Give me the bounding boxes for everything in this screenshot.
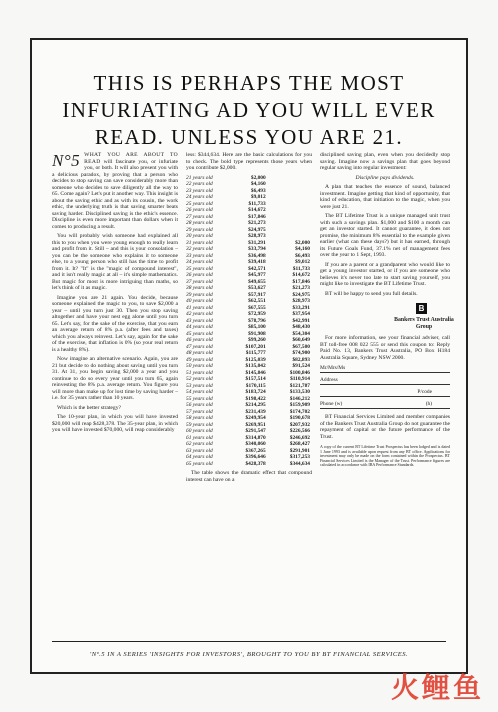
ten-year-plan-cell: $269,951 — [245, 421, 266, 428]
age-cell: 48 years old — [186, 350, 213, 356]
thirty-five-year-plan-cell: $42,991 — [292, 317, 310, 324]
age-cell: 35 years old — [186, 265, 213, 272]
thirty-five-year-plan-cell: $33,291 — [292, 304, 310, 311]
col3-p2: A plan that teaches the essence of sound, balanced investment. Imagine getting that kind of opportunity, that kind of education, that initiation to the magic, when you were just 21. — [320, 184, 450, 210]
thirty-five-year-plan-cell: $17,846 — [292, 278, 310, 285]
headline-line-2: INFURIATING AD YOU WILL EVER — [62, 98, 436, 122]
col2-intro: less: $344,634. Here are the basic calculations for you to check. The bold type represents those years when you contribute $2,000. — [186, 152, 312, 171]
name-field[interactable] — [320, 365, 450, 373]
thirty-five-year-plan-cell: $174,702 — [289, 408, 310, 415]
age-cell: 41 years old — [186, 304, 213, 311]
thirty-five-year-plan-cell: $100,846 — [289, 369, 310, 376]
watermark-logo: 火鲤鱼 — [390, 671, 484, 704]
age-cell: 64 years old — [186, 454, 213, 460]
column-3 — [320, 152, 454, 468]
col1-p2: You will probably wish someone had explained all this to you when you were young enough to really learn and profit from it. Still – and this is your consolation – you can be the someone who explains it to someone else, to a young person who still has the time to profit from it. It? "It" is the "magic of compound interest", and it isn't really magic at all – it's simple mathematics. But magic for most is more intriguing than maths, so let's think of it as magic. — [52, 233, 178, 291]
series-number: N°5 — [52, 151, 81, 170]
thirty-five-year-plan-cell: $207,932 — [289, 421, 310, 428]
ten-year-plan-cell: $21,273 — [248, 220, 266, 226]
col1-p5: Which is the better strategy? — [57, 404, 121, 411]
intro-paragraph — [52, 152, 178, 230]
age-cell: 40 years old — [186, 298, 213, 304]
ten-year-plan-cell: $340,060 — [245, 441, 266, 447]
age-cell: 61 years old — [186, 434, 213, 441]
age-cell: 28 years old — [186, 220, 213, 226]
col1-p3: Imagine you are 21 again. You decide, because someone explained the magic to you, to save $2,000 a year – until you turn just 30. Then you stop saving altogether and have your nest egg alone until you turn 65. Let's say, for the sake of the exercise, that you earn an average return of 8% p.a. (after fees and taxes) which you always reinvest. Let's say, again for the sake of the exercise, that inflation is 0% (so your real return is a healthy 8%). — [52, 294, 178, 353]
thirty-five-year-plan-cell: $4,160 — [295, 246, 310, 252]
thirty-five-year-plan-cell: $74,900 — [292, 350, 310, 356]
ten-year-plan-cell: $39,418 — [248, 259, 266, 265]
age-cell: 23 years old — [186, 187, 213, 194]
age-cell: 58 years old — [186, 415, 213, 421]
phone-field[interactable] — [320, 401, 450, 409]
age-cell: 27 years old — [186, 213, 213, 220]
ten-year-plan-cell: $36,498 — [248, 252, 266, 259]
thirty-five-year-plan-cell: $190,678 — [289, 415, 310, 421]
headline-line-1: THIS IS PERHAPS THE MOST — [93, 71, 405, 95]
phone-label: Phone (w) — [320, 401, 343, 407]
age-cell: 47 years old — [186, 343, 213, 350]
ten-year-plan-cell: $11,733 — [248, 200, 266, 207]
thirty-five-year-plan-cell: $159,909 — [289, 402, 310, 408]
col1-p4: Now imagine an alternative scenario. Again, you are 21 but decide to do nothing about saving until you turn 31. At 31, you begin saving $2,000 a year and you continue to do so every year until you turn 65, again reinvesting the 8% p.a. average return. You figure you will more than make up for lost time by saving harder – i.e. for 35 years rather than 10 years. — [52, 356, 178, 401]
ten-year-plan-cell: $314,870 — [245, 434, 266, 441]
ten-year-plan-cell: $183,724 — [245, 389, 266, 395]
postcode-label: P/code — [417, 389, 432, 395]
age-cell: 29 years old — [186, 226, 213, 233]
ten-year-plan-cell: $249,954 — [245, 415, 266, 421]
age-cell: 33 years old — [186, 252, 213, 259]
col3-p4: If you are a parent or a grandparent who would like to get a young investor started, or if you are someone who believes it's never too late to start saving yourself, you might like to investigate the BT Lifetime Trust. — [320, 261, 450, 287]
ten-year-plan-cell: $42,571 — [248, 265, 266, 272]
ten-year-plan-cell: $91,908 — [248, 330, 266, 337]
age-cell: 32 years old — [186, 246, 213, 252]
age-cell: 31 years old — [186, 239, 213, 246]
table-row — [186, 389, 310, 396]
age-cell: 45 years old — [186, 330, 213, 337]
thirty-five-year-plan-cell: $317,253 — [289, 454, 310, 460]
age-cell: 22 years old — [186, 181, 213, 187]
thirty-five-year-plan-cell: $91,524 — [292, 363, 310, 369]
age-cell: 51 years old — [186, 369, 213, 376]
age-cell: 38 years old — [186, 285, 213, 291]
ten-year-plan-cell: $145,846 — [245, 369, 266, 376]
thirty-five-year-plan-cell: $268,427 — [289, 441, 310, 447]
age-cell: 21 years old — [186, 174, 213, 181]
ten-year-plan-cell: $78,796 — [248, 317, 266, 324]
savings-table — [186, 175, 310, 468]
age-cell: 37 years old — [186, 278, 213, 285]
ten-year-plan-cell: $4,160 — [250, 181, 266, 187]
ten-year-plan-cell: $428,378 — [245, 460, 266, 467]
thirty-five-year-plan-cell: $6,493 — [295, 252, 310, 259]
ten-year-plan-cell: $99,260 — [248, 337, 266, 343]
column-1 — [52, 152, 178, 437]
table-row — [186, 402, 310, 409]
phone-home-label: (h) — [425, 401, 432, 407]
ten-year-plan-cell: $62,551 — [248, 298, 266, 304]
ten-year-plan-cell: $49,655 — [248, 278, 266, 285]
thirty-five-year-plan-cell: $67,500 — [292, 343, 310, 350]
ten-year-plan-cell: $115,777 — [245, 350, 266, 356]
series-footer: 'Nº.5 IN A SERIES 'INSIGHTS FOR INVESTORS', BROUGHT TO YOU BY BT FINANCIAL SERVICES. — [89, 651, 409, 658]
age-cell: 56 years old — [186, 402, 213, 408]
age-cell: 49 years old — [186, 356, 213, 363]
col2-outro: The table shows the dramatic effect that compound interest can have on a — [186, 470, 312, 483]
ten-year-plan-cell: $67,555 — [248, 304, 266, 311]
age-cell: 65 years old — [186, 460, 213, 467]
ten-year-plan-cell: $214,295 — [245, 402, 266, 408]
age-cell: 54 years old — [186, 389, 213, 395]
age-cell: 50 years old — [186, 363, 213, 369]
thirty-five-year-plan-cell: $9,012 — [295, 259, 310, 265]
ten-year-plan-cell: $45,977 — [248, 272, 266, 278]
thirty-five-year-plan-cell: $60,649 — [292, 337, 310, 343]
age-cell: 42 years old — [186, 311, 213, 317]
table-row — [186, 376, 310, 383]
thirty-five-year-plan-cell: $2,000 — [295, 239, 310, 246]
col1-p6: The 10-year plan, in which you will have invested $20,000 will reap $428,378. The 35-year plan, in which you will have invested $70,000, will reap considerably — [52, 414, 178, 433]
ten-year-plan-cell: $157,514 — [245, 376, 266, 382]
ten-year-plan-cell: $85,100 — [248, 324, 266, 330]
age-cell: 34 years old — [186, 259, 213, 265]
ten-year-plan-cell: $17,846 — [248, 213, 266, 220]
col3-p7: BT Financial Services Limited and member companies of the Bankers Trust Australia Group do not guarantee the repayment of capital or the future performance of the Trust. — [320, 414, 450, 440]
age-cell: 46 years old — [186, 337, 213, 343]
thirty-five-year-plan-cell: $291,901 — [289, 447, 310, 454]
discipline-caption: Discipline pays dividends. — [355, 174, 415, 181]
ten-year-plan-cell: $6,493 — [250, 187, 266, 194]
age-cell: 39 years old — [186, 291, 213, 298]
lead-in: WHAT YOU ARE ABOUT TO READ — [84, 152, 178, 165]
thirty-five-year-plan-cell: $246,692 — [289, 434, 310, 441]
column-2 — [186, 152, 312, 486]
name-label: Mr/Mrs/Ms — [320, 365, 346, 371]
col3-p1: disciplined saving plan, even when you decidedly stop saving. Imagine now a savings plan that goes beyond regular saving into regular investment: — [320, 152, 450, 171]
age-cell: 53 years old — [186, 382, 213, 389]
age-cell: 30 years old — [186, 233, 213, 239]
age-cell: 60 years old — [186, 428, 213, 434]
postcode-field[interactable] — [320, 389, 450, 397]
thirty-five-year-plan-cell: $21,273 — [292, 285, 310, 291]
ten-year-plan-cell: $198,422 — [245, 395, 266, 402]
ten-year-plan-cell: $14,672 — [248, 207, 266, 213]
col3-p3: The BT Lifetime Trust is a unique managed unit trust with such a savings plan. $1,000 and $100 a month can get an investor started. It cannot guarantee, it does not promise, the minimum 8% essential to the example given earlier (what can these days?) but it has earned, through its Future Goals Fund, 37.1% net of management fees over the year to 1 Sept, 1993. — [320, 213, 450, 258]
logo-name: Bankers Trust Australia Group — [394, 317, 454, 330]
age-cell: 36 years old — [186, 272, 213, 278]
thirty-five-year-plan-cell: $133,530 — [289, 389, 310, 395]
age-cell: 55 years old — [186, 395, 213, 402]
address-field[interactable] — [320, 377, 450, 385]
thirty-five-year-plan-cell: $54,304 — [292, 330, 310, 337]
bankers-trust-logo — [340, 303, 454, 330]
ten-year-plan-cell: $396,646 — [245, 454, 266, 460]
col1-p1: will fascinate you, or infuriate you, or both. It will also present you with a delicious paradox, by proving that a person who decides to stop saving can save considerably more than someone who decides to save diligently all the way to 65. Come again? Let's put it another way. This insight is about the saving ethic and as with its cousin, the work ethic, the underlying truth is that saving smarter beats saving harder. Disciplined saving is the ethic's essence. Discipline is even more important than dollars when it comes to producing a result. — [52, 158, 178, 230]
ten-year-plan-cell: $2,000 — [250, 174, 266, 181]
thirty-five-year-plan-cell: $28,973 — [292, 298, 310, 304]
table-row — [186, 415, 310, 422]
age-cell: 26 years old — [186, 207, 213, 213]
table-row — [186, 428, 310, 435]
thirty-five-year-plan-cell: $14,672 — [292, 272, 310, 278]
ten-year-plan-cell: $291,547 — [245, 428, 266, 434]
thirty-five-year-plan-cell: $11,733 — [292, 265, 310, 272]
ten-year-plan-cell: $53,627 — [248, 285, 266, 291]
thirty-five-year-plan-cell: $24,975 — [292, 291, 310, 298]
ten-year-plan-cell: $125,039 — [245, 356, 266, 363]
col3-p6: For more information, see your financial adviser, call BT toll-free 008 022 555 or send this coupon to: Reply Paid No. 13, Bankers Trust Australia, PO Box H184 Australia Square, Sydney NSW 2000. — [320, 335, 450, 361]
age-cell: 43 years old — [186, 317, 213, 324]
ten-year-plan-cell: $9,012 — [250, 194, 266, 200]
thirty-five-year-plan-cell: $226,566 — [289, 428, 310, 434]
prospectus-notice: A copy of the current BT Lifetime Trust Prospectus has been lodged and is dated 1 June 1993 and is available upon request from any BT office. Applications for investment may only be made on the form contained within the Prospectus. BT Financial Services Limited is the Manager of the Trust. Performance figures are calculated in accordance with IBA Performance Standards. — [320, 444, 450, 468]
address-label: Address — [320, 377, 338, 383]
bt-logo-icon: B — [416, 303, 427, 314]
ten-year-plan-cell: $33,794 — [248, 246, 266, 252]
table-row — [186, 454, 310, 461]
thirty-five-year-plan-cell: $121,787 — [289, 382, 310, 389]
thirty-five-year-plan-cell: $82,893 — [292, 356, 310, 363]
headline-line-3: READ. UNLESS YOU ARE 21. — [94, 125, 404, 149]
age-cell: 59 years old — [186, 421, 213, 428]
table-row — [186, 441, 310, 448]
age-cell: 57 years old — [186, 408, 213, 415]
ten-year-plan-cell: $367,265 — [245, 447, 266, 454]
age-cell: 25 years old — [186, 200, 213, 207]
age-cell: 44 years old — [186, 324, 213, 330]
age-cell: 62 years old — [186, 441, 213, 447]
age-cell: 24 years old — [186, 194, 213, 200]
thirty-five-year-plan-cell: $146,212 — [289, 395, 310, 402]
thirty-five-year-plan-cell: $110,914 — [290, 376, 310, 382]
headline — [32, 70, 466, 151]
age-cell: 63 years old — [186, 447, 213, 454]
thirty-five-year-plan-cell: $37,954 — [292, 311, 310, 317]
thirty-five-year-plan-cell: $344,634 — [289, 460, 310, 467]
ten-year-plan-cell: $57,917 — [248, 291, 266, 298]
ten-year-plan-cell: $231,439 — [245, 408, 266, 415]
ten-year-plan-cell: $107,201 — [245, 343, 266, 350]
footer-rule — [52, 641, 446, 642]
col3-p5: BT will be happy to send you full details. — [325, 290, 418, 297]
ten-year-plan-cell: $31,291 — [248, 239, 266, 246]
ten-year-plan-cell: $24,975 — [248, 226, 266, 233]
ten-year-plan-cell: $135,042 — [245, 363, 266, 369]
thirty-five-year-plan-cell: $48,430 — [292, 324, 310, 330]
ten-year-plan-cell: $72,959 — [248, 311, 266, 317]
ad-frame — [30, 38, 468, 674]
table-row — [186, 461, 310, 468]
age-cell: 52 years old — [186, 376, 213, 382]
ten-year-plan-cell: $170,115 — [245, 382, 266, 389]
ten-year-plan-cell: $28,973 — [248, 233, 266, 239]
